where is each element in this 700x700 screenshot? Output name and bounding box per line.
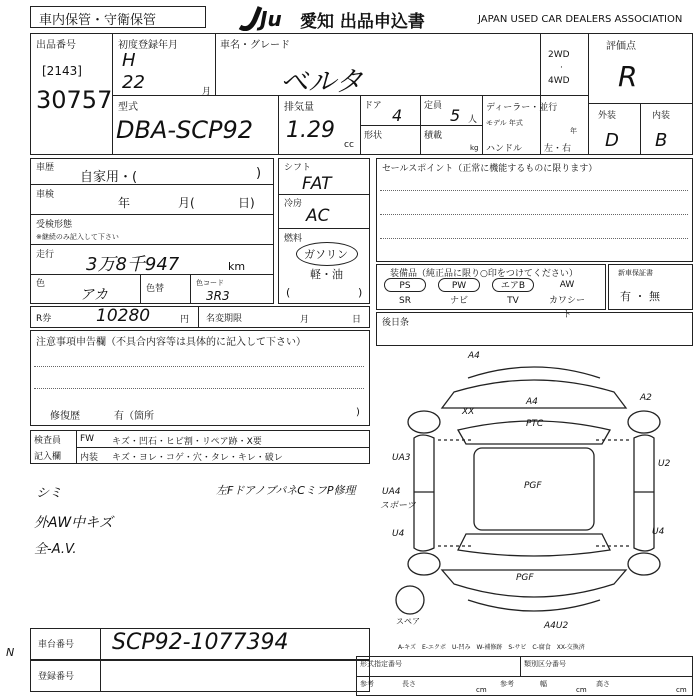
capacity-label: 定員 bbox=[424, 101, 443, 111]
handle-options: 左・右 bbox=[544, 144, 572, 154]
name-change-label: 名変期限 bbox=[206, 314, 243, 324]
reference-label-2: 参考 bbox=[500, 680, 514, 688]
handwritten-note-3: 外AW中キズ bbox=[34, 515, 113, 531]
damage-legend: A-キズ E-エクボ U-凹み W-補修跡 S-サビ C-腐食 XX-交換済 bbox=[398, 644, 585, 651]
shift-value: FAT bbox=[302, 174, 332, 194]
equipment-item: カワシート bbox=[548, 296, 585, 320]
damage-mark: U4 bbox=[392, 529, 405, 539]
equipment-item: PS bbox=[384, 278, 426, 292]
car-name: ベルタ bbox=[280, 65, 363, 98]
interior-text: キズ・ヨレ・コゲ・穴・タレ・キレ・破レ bbox=[112, 453, 283, 463]
equipment-item: TV bbox=[507, 296, 519, 306]
storage-label: 車内保管・守衛保管 bbox=[39, 13, 157, 28]
dealer-label: ディーラー・並行 bbox=[486, 103, 558, 113]
fuel-diesel: 軽・油 bbox=[310, 268, 343, 281]
registration-label: 登録番号 bbox=[38, 672, 75, 682]
receipt-label: 受検形態 bbox=[36, 220, 73, 230]
ac-value: AC bbox=[306, 206, 330, 226]
damage-mark: XX bbox=[462, 407, 475, 417]
reference-label-1: 参考 bbox=[360, 680, 374, 688]
equipment-label: 装備品（純正品に限り○印をつけてください） bbox=[390, 269, 578, 279]
displacement: 1.29 bbox=[286, 118, 335, 143]
interior-score: B bbox=[655, 130, 668, 151]
equipment-item: エアB bbox=[492, 278, 534, 292]
damage-mark: PGF bbox=[524, 481, 542, 491]
inspector-label-1: 検査員 bbox=[34, 436, 62, 446]
inspector-label-2: 記入欄 bbox=[34, 452, 62, 462]
damage-mark: スポーツ bbox=[380, 501, 416, 511]
margin-mark: N bbox=[6, 646, 15, 659]
logo-text: Ju bbox=[260, 7, 282, 31]
color-code-label: 色コード bbox=[196, 279, 224, 287]
history-label: 車歴 bbox=[36, 163, 55, 173]
first-reg-label: 初度登録年月 bbox=[118, 40, 178, 51]
diagram-area bbox=[376, 348, 693, 654]
displacement-label: 排気量 bbox=[284, 102, 314, 113]
equipment-item: ナビ bbox=[449, 296, 468, 306]
form-subtitle: JAPAN USED CAR DEALERS ASSOCIATION bbox=[478, 14, 683, 25]
year-unit: 年 bbox=[570, 127, 577, 135]
shift-label: シフト bbox=[284, 163, 312, 173]
damage-mark: A2 bbox=[640, 393, 652, 403]
model-spec-label: 形式指定番号 bbox=[360, 660, 402, 668]
postscript-box bbox=[376, 312, 693, 346]
damage-mark: UA3 bbox=[392, 453, 411, 463]
equipment-item: SR bbox=[399, 296, 411, 306]
fw-text: キズ・凹石・ヒビ割・リペア跡・X要 bbox=[112, 437, 262, 447]
warranty-options: 有 ・ 無 bbox=[620, 290, 660, 303]
interior-label: 内装 bbox=[652, 111, 671, 121]
caution-label: 注意事項申告欄（不具合内容等は具体的に記入して下さい） bbox=[36, 337, 306, 348]
first-reg-year: 22 bbox=[122, 72, 145, 93]
rcert-value: 10280 bbox=[96, 306, 151, 326]
warranty-label: 新車保証書 bbox=[618, 269, 653, 277]
repair-history-label: 修復歴 bbox=[50, 411, 80, 422]
capacity: 5 bbox=[450, 106, 461, 125]
name-grade-label: 車名・グレード bbox=[220, 40, 290, 51]
km-unit: km bbox=[228, 260, 246, 273]
color-change-label: 色替 bbox=[146, 284, 165, 294]
exterior-score: D bbox=[605, 130, 619, 151]
load-label: 積載 bbox=[424, 131, 443, 141]
exterior-label: 外装 bbox=[598, 111, 617, 121]
ac-label: 冷房 bbox=[284, 199, 303, 209]
era: H bbox=[122, 50, 136, 71]
receipt-note: ※継続のみ記入して下さい bbox=[36, 233, 119, 241]
fw-tag: FW bbox=[80, 434, 95, 444]
history-value: 自家用・( bbox=[80, 170, 138, 185]
auction-sheet: 車内保管・守衛保管 Ju 愛知 出品申込書 JAPAN USED CAR DEALERS ASSOCIATION 出品番号 [2143] 30757 初度登録年月 H 22 月 車名・グレード ベルタ 2WD · 4WD 評価点 R 外装 内装 D B 型式 DBA-SCP92 排気量 1.29 cc ドア 4 定員 5 人 形状 積載 kg ディーラー・並行 モデル 年式 年 ハンドル 左・右 車歴 自家用・( ) 車検 年 月( 日) 受検形態 ※継続のみ記入して下さい 走行 3万8千947 km 色 アカ 色替 色コード 3R3 シフト FAT 冷房 AC 燃料 ガソリン 軽・油 ( ) セールスポイント（正常に機能するものに限ります） 装備品（純正品に限り○印をつけてください） 新車保証書 有 ・ 無 PS PW エアB AW SR ナビ TV カワシート R券 10280 円 名変期限 月 日 後日条 注意事項申告欄（不具合内容等は具体的に記入して下さい） 修復歴 有（箇所 ) 検査員 記入欄 FW キズ・凹石・ヒビ割・リペア跡・X要 内装 キズ・ヨレ・コゲ・穴・タレ・キレ・破レ シミ 左FドアノブパネCミフP修理 外AW中キズ 全-A.V. A4 A4 A2 XX PTC UA3 U2 UA4 スポーツ U4 U4 PGF PGF A4U2 スペア A-キズ E-エクボ U-凹み W-補修跡 S-サビ C-腐食 XX-交換済 N 車台番号 SCP92-1077394 登録番号 形式指定番号 類別区分番号 参考 長さ cm 参考 幅 cm 高さ cm bbox=[0, 0, 700, 700]
damage-mark: U2 bbox=[658, 459, 671, 469]
postscript-label: 後日条 bbox=[382, 318, 410, 328]
rcert-row bbox=[30, 306, 370, 328]
rating-label: 評価点 bbox=[606, 41, 636, 52]
drive-2wd: 2WD bbox=[548, 50, 570, 60]
doors-label: ドア bbox=[364, 101, 382, 111]
inspection-label: 車検 bbox=[36, 190, 55, 200]
color-code: 3R3 bbox=[206, 289, 230, 303]
equipment-item: AW bbox=[559, 280, 575, 290]
ju-logo-icon bbox=[236, 3, 296, 31]
model-type-label: 型式 bbox=[118, 102, 138, 113]
fuel-label: 燃料 bbox=[284, 234, 303, 244]
overall-score: R bbox=[618, 60, 638, 93]
damage-mark: U4 bbox=[652, 527, 665, 537]
month-suffix: 月 bbox=[202, 87, 212, 97]
interior-tag: 内装 bbox=[80, 453, 99, 463]
color-value: アカ bbox=[80, 287, 108, 303]
car-diagram bbox=[376, 348, 693, 654]
chassis-number: SCP92-1077394 bbox=[112, 630, 289, 655]
storage-box bbox=[30, 6, 206, 28]
width-label: 幅 bbox=[540, 680, 547, 688]
category-label: 類別区分番号 bbox=[524, 660, 566, 668]
color-label: 色 bbox=[36, 279, 46, 289]
persons-unit: 人 bbox=[468, 115, 478, 125]
fuel-gasoline: ガソリン bbox=[304, 248, 348, 261]
length-label: 長さ bbox=[402, 680, 416, 688]
mileage: 3万8千947 bbox=[86, 254, 180, 275]
mileage-label: 走行 bbox=[36, 250, 55, 260]
lot-bracket-number: [2143] bbox=[42, 64, 82, 78]
repair-yes: 有（箇所 bbox=[114, 411, 154, 422]
damage-mark: PGF bbox=[516, 573, 534, 583]
damage-mark: A4 bbox=[526, 397, 538, 407]
registration-row bbox=[30, 660, 370, 692]
damage-mark: A4 bbox=[468, 351, 480, 361]
handwritten-note-1: シミ bbox=[36, 486, 63, 501]
rcert-label: R券 bbox=[36, 314, 52, 324]
equipment-item: PW bbox=[438, 278, 480, 292]
chassis-label: 車台番号 bbox=[38, 640, 75, 650]
handwritten-note-4: 全-A.V. bbox=[34, 542, 77, 557]
cc-unit: cc bbox=[344, 140, 354, 150]
drive-4wd: 4WD bbox=[548, 76, 570, 86]
damage-mark: A4U2 bbox=[544, 621, 569, 631]
handle-label: ハンドル bbox=[486, 144, 523, 154]
damage-mark: PTC bbox=[526, 419, 544, 429]
sales-point-label: セールスポイント（正常に機能するものに限ります） bbox=[382, 164, 598, 174]
form-title: 愛知 出品申込書 bbox=[300, 12, 425, 32]
ju-logo bbox=[236, 3, 296, 31]
model-code: DBA-SCP92 bbox=[116, 116, 254, 144]
height-label: 高さ bbox=[596, 680, 610, 688]
damage-mark: UA4 bbox=[382, 487, 401, 497]
kg-unit: kg bbox=[470, 144, 479, 152]
spare-label: スペア bbox=[396, 617, 420, 626]
handwritten-note-2: 左FドアノブパネCミフP修理 bbox=[216, 484, 356, 497]
model-year-label: モデル 年式 bbox=[486, 119, 523, 127]
doors: 4 bbox=[392, 106, 403, 125]
lot-number: 30757 bbox=[36, 86, 113, 114]
lot-label: 出品番号 bbox=[36, 40, 76, 51]
shape-label: 形状 bbox=[364, 131, 383, 141]
